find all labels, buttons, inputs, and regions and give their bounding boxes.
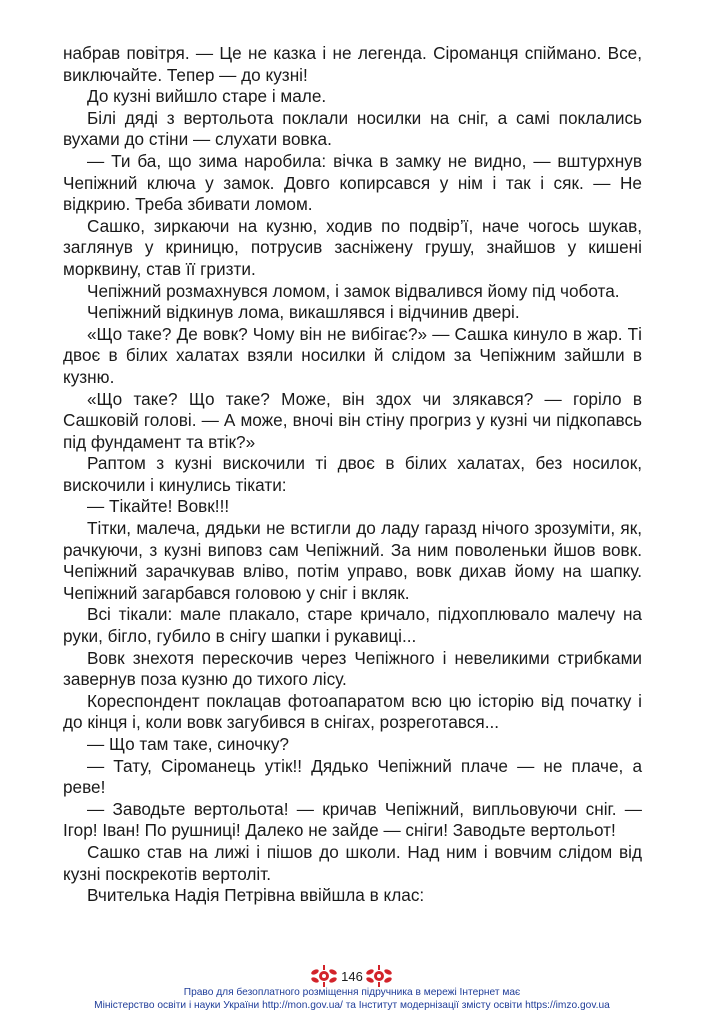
paragraph: — Ти ба, що зима наробила: вічка в замку не видно, — вштурхнув Чепіжний ключа у замок. Довго копирсався у нім і так і сяк. — Не відкрию. Треба збивати ломом.: [63, 150, 642, 215]
paragraph: До кузні вийшло старе і мале.: [87, 86, 327, 107]
paragraph: — Заводьте вертольота! — кричав Чепіжний, випльовуючи сніг. — Ігор! Іван! По рушниці! Далеко не зайде — сніги! Заводьте вертольот!: [63, 798, 642, 841]
paragraph: — Тікайте! Вовк!!!: [87, 496, 230, 517]
paragraph: Чепіжний розмахнувся ломом, і замок відвалився йому під чобота.: [87, 280, 620, 301]
license-notice-line-1: Право для безоплатного розміщення підручника в мережі Інтернет має: [183, 987, 521, 998]
paragraph: — Тату, Сіроманець утік!! Дядько Чепіжний плаче — не плаче, а реве!: [63, 755, 642, 798]
paragraph: Сашко став на лижі і пішов до школи. Над ним і вовчим слідом від кузні поскрекотів вертоліт.: [63, 841, 642, 884]
page-number: 146: [341, 969, 363, 984]
red-floral-ornament-icon: [365, 964, 393, 988]
paragraph: Кореспондент поклацав фотоапаратом всю цю історію від початку і до кінця і, коли вовк загубився в снігах, розреготався...: [63, 690, 642, 733]
paragraph: Всі тікали: мале плакало, старе кричало, підхоплювало малечу на руки, бігло, губило в снігу шапки і рукавиці...: [63, 604, 642, 647]
paragraph: «Що таке? Де вовк? Чому він не вибігає?» — Сашка кинуло в жар. Ті двоє в білих халатах взяли носилки й слідом за Чепіжним зайшли в кузню.: [63, 323, 642, 387]
paragraph: Чепіжний відкинув лома, викашлявся і відчинив двері.: [87, 302, 520, 323]
license-notice: [0, 987, 704, 1012]
paragraph: Раптом з кузні вискочили ті двоє в білих халатах, без носилок, вискочили і кинулись тікати:: [63, 453, 642, 495]
paragraph: Білі дяді з вертольота поклали носилки на сніг, а самі поклались вухами до стіни — слухати вовка.: [63, 107, 642, 150]
license-notice-line-2: Міністерство освіти і науки України http://mon.gov.ua/ та Інститут модернізації змісту освіти https://imzo.gov.ua: [94, 999, 610, 1011]
paragraph: «Що таке? Що таке? Може, він здох чи злякався? — горіло в Сашковій голові. — А може, вночі він стіну прогриз у кузні чи підкопавсь під фундамент та втік?»: [63, 388, 642, 452]
paragraph: набрав повітря. — Це не казка і не легенда. Сіроманця спіймано. Все, виключайте. Тепер — до кузні!: [63, 43, 642, 85]
paragraph: Сашко, зиркаючи на кузню, ходив по подвір’ї, наче чогось шукав, заглянув у криницю, потрусив засніжену грушу, знайшов у кишені морквину, став її гризти.: [63, 215, 642, 279]
paragraph: Вчителька Надія Петрівна ввійшла в клас:: [87, 885, 425, 906]
main-text: [63, 43, 642, 907]
paragraph: — Що там таке, синочку?: [87, 734, 289, 754]
paragraph: Вовк знехотя перескочив через Чепіжного і невеликими стрибками завернув поза кузню до тихого лісу.: [63, 647, 642, 690]
paragraph: Тітки, малеча, дядьки не встигли до ладу гаразд нічого зрозуміти, як, рачкуючи, з кузні виповз сам Чепіжний. За ним поволеньки йшов вовк. Чепіжний зарачкував вліво, потім управо, вовк дихав йому на шапку. Чепіжний загарбався головою у сніг і вкляк.: [63, 518, 642, 603]
